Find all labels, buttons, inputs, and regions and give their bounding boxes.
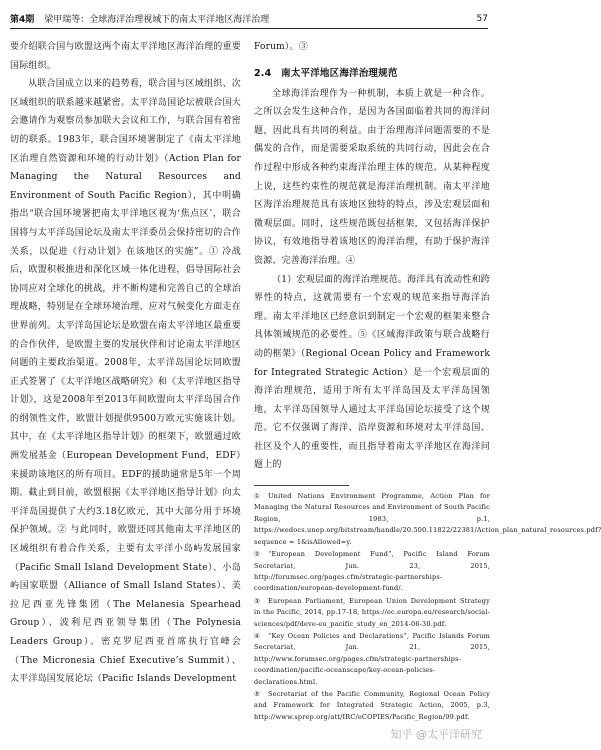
paragraph: Forum）。③ [254, 42, 308, 52]
footnote-number: ② [254, 550, 261, 559]
footnote-text: United Nations Environment Programme, Action Plan for Managing the Natural Resources and Environment of South Pacific Region, 1983, p.1, https://wedocs.unep.org/bitstream/handle/20.500.11822/22381/Action_plan_natural_resources.pdf? sequence = 1&isAllowed=y. [254, 492, 601, 546]
paragraph: 全球海洋治理作为一种机制，本质上就是一种合作。之所以会发生这种合作，是因为各国面临着共同的海洋问题，因此具有共同的利益。由于治理海洋问题需要的不是偶发的合作，而是需要采取系统的共同行动，因此会在合作过程中形成各种约束海洋治理主体的规范。从某种程度上说，这些约束性的规范就是海洋治理机制。南太平洋地区海洋治理规范具有该地区独特的特点，涉及宏观层面和微观层面。同时，这些规范既包括框架，又包括海洋保护协议，有效地指导着该地区的海洋治理，有助于保护海洋资源、完善海洋治理。④ [254, 88, 490, 266]
paragraph: （1）宏观层面的海洋治理规范。海洋具有流动性和跨界性的特点，这就需要有一个宏观的规范来指导海洋治理。南太平洋地区已经意识到制定一个宏观的框架来整合具体领域规范的必要性。⑤《区域海洋政策与联合战略行动的框架》（Regional Ocean Policy and Framework for Integrated Strategic Action）是一个宏观层面的海洋治理规范，适用于所有太平洋岛国及太平洋岛国领地，太平洋岛国领导人通过太平洋岛国论坛接受了这个规范。它不仅强调了海洋、沿岸资源和环境对太平洋岛国、社区及个人的重要性，而且指导着南太平洋地区在海洋问题上的 [254, 274, 490, 471]
footnote-number: ⑤ [254, 689, 261, 698]
footnote-number: ③ [254, 596, 261, 605]
watermark: 知乎 @太平洋研究 [390, 728, 482, 741]
footnote-number: ④ [254, 631, 261, 640]
footnote [254, 549, 490, 595]
footnote-text: Secretariat of the Pacific Community, Regional Ocean Policy and Framework for Integrated Strategic Action, 2005, p.3, http://www.sprep.org/att/IRC/eCOPIES/Pacific_Region/99.pdf. [254, 689, 490, 721]
footnote [254, 631, 490, 688]
footnote-text: European Parliament, European Union Development Strategy in the Pacific, 2014, pp.17-18, https://ec.europa.eu/research/social-sciences/pdf/deve-eu_pacific_study_en_2014-06-30.pdf. [254, 596, 490, 628]
paragraph: 要介绍联合国与欧盟这两个南太平洋地区海洋治理的重要国际组织。 [10, 42, 241, 71]
issue-number: 第4期 [10, 15, 35, 25]
footnotes [254, 491, 601, 723]
footnote-text: “Key Ocean Policies and Declarations”, Pacific Islands Forum Secretariat, Jan. 21, 2015, http://www.forumsec.org/pages.cfm/strategic-partnerships-coordination/pacific-oceanscape/key-ocean-policies-declarations.html. [254, 631, 490, 686]
footnote [254, 491, 601, 548]
footnote [254, 596, 490, 630]
left-column [10, 38, 241, 689]
right-column [254, 38, 601, 724]
footnote-number: ① [254, 492, 261, 501]
footnote [254, 689, 490, 723]
footnote-divider [254, 485, 349, 486]
running-title: 梁甲瑞等：全球海洋治理视域下的南太平洋地区海洋治理 [44, 15, 270, 25]
page-number: 57 [476, 13, 488, 24]
paragraph: 从联合国成立以来的趋势看，联合国与区域组织、次区域组织的联系越来越紧密。太平洋岛国论坛被联合国大会邀请作为观察员参加联大会议和工作，与联合国有着密切的联系。1983年，联合国环境署制定了《南太平洋地区治理自然资源和环境的行动计划》（Action Plan for Managing the Natural Resources and Environment of South Pacific Region），其中明确指出“联合国环境署把南太平洋地区视为‘焦点区’，联合国将与太平洋岛国论坛及南太平洋委员会保持密切的合作关系，以促进《行动计划》在该地区的实施”。① 冷战后，欧盟积极推进和深化区域一体化进程，倡导国际社会协同应对全球化的挑战，并不断构建和完善自己的全球治理战略，特别是在全球环境治理、应对气候变化方面走在世界前列。太平洋岛国论坛是欧盟在南太平洋地区最重要的合作伙伴，是欧盟主要的发展伙伴和讨论南太平洋地区问题的主要政治渠道。2008年，太平洋岛国论坛同欧盟正式签署了《太平洋地区战略研究》和《太平洋地区指导计划》，这是2008年至2013年间欧盟向太平洋岛国合作的纲领性文件，欧盟计划提供9500万欧元实施该计划。其中，在《太平洋地区指导计划》的框架下，欧盟通过欧洲发展基金（European Development Fund，EDF）来援助该地区的所有项目。EDF的援助通常是5年一个周期。截止到目前，欧盟根据《太平洋地区指导计划》向太平洋岛国提供了大约3.18亿欧元，其中大部分用于环境保护领域。② 与此同时，欧盟还同其他南太平洋地区的区域组织有着合作关系，主要有太平洋小岛屿发展国家（Pacific Small Island Development State）、小岛屿国家联盟（Alliance of Small Island States）、美拉尼西亚先锋集团（The Melanesia Spearhead Group）、波利尼西亚领导集团（The Polynesia Leaders Group）、密克罗尼西亚首席执行官峰会（The Micronesia Chief Executive’s Summit）、太平洋岛国发展论坛（Pacific Islands Development [10, 79, 241, 685]
running-header [10, 9, 488, 29]
section-heading: 2.4 南太平洋地区海洋治理规范 [254, 67, 398, 79]
footnote-text: “European Development Fund”, Pacific Island Forum Secretariat, Jun. 23, 2015, http://forumsec.org/pages.cfm/strategic-partnerships-coordination/european-development-fund/. [254, 550, 490, 593]
